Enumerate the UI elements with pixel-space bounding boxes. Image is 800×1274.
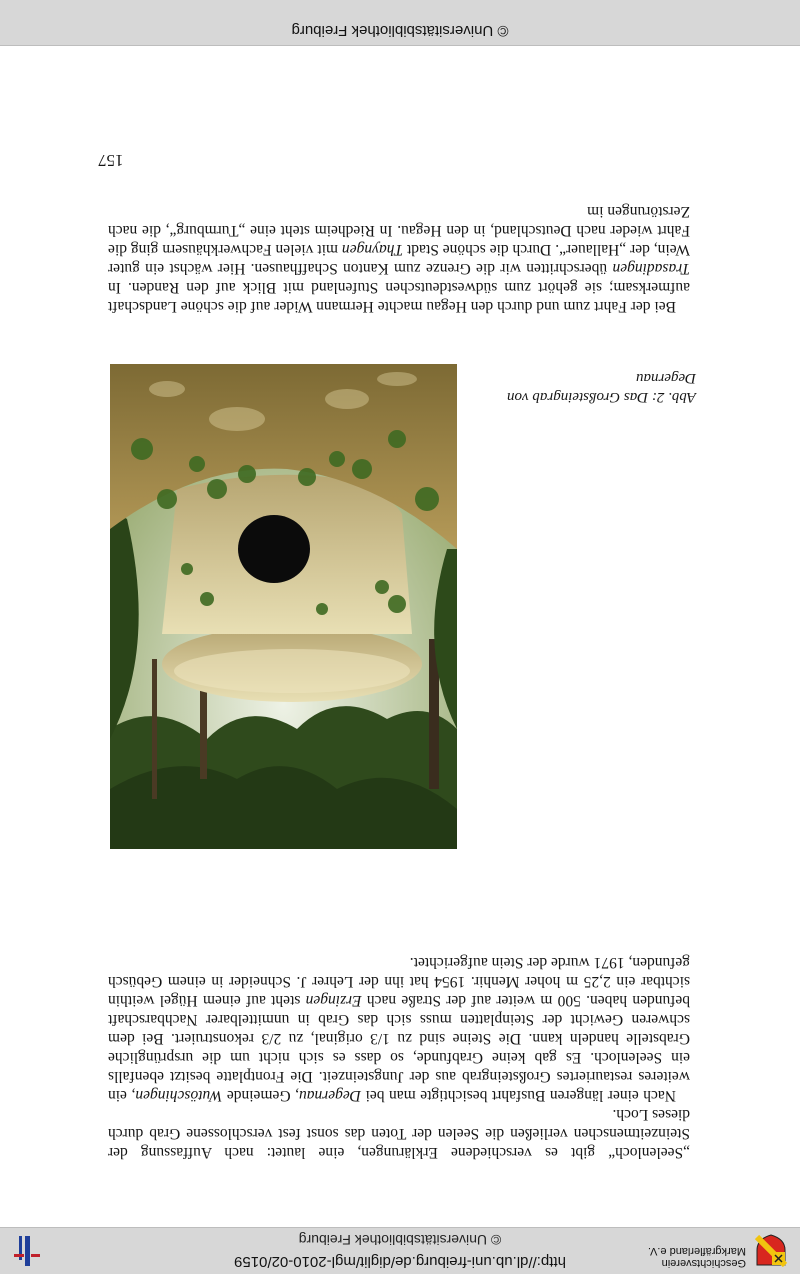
place-name: Thayngen xyxy=(341,241,404,258)
paragraph-seelenloch: „Seelenloch“ gibt es verschiedene Erklärungen, eine lautet: nach Auffassung der Steinzeitmenschen verließen die Seelen der Toten das sonst fest verschlossene Grab durch dieses Loch. xyxy=(108,1106,690,1161)
society-name xyxy=(648,1245,746,1269)
place-name: Trasadingen xyxy=(612,260,690,277)
footer-copyright: © Universitätsbibliothek Freiburg xyxy=(291,22,509,39)
caption-line: Abb. 2: Das Großsteingrab von xyxy=(506,389,696,405)
place-name: Erzingen xyxy=(305,992,362,1009)
photo-illustration xyxy=(110,364,457,849)
place-name: Degernau xyxy=(298,1087,361,1104)
text-run: , Gemeinde xyxy=(222,1087,299,1104)
coat-of-arms-icon xyxy=(754,1234,788,1268)
library-footer-bar xyxy=(0,0,800,46)
document-url[interactable]: http://dl.ub.uni-freiburg.de/diglit/mgl-2010-02/0159 xyxy=(234,1253,566,1270)
society-line: Geschichtsverein xyxy=(661,1257,746,1269)
text-run: Bei der Fahrt zum und durch den Hegau machte Hermann Wider auf die schöne Landschaft aufmerksam; sie gehört zum südwestdeutschen Stufenland mit Blick auf den Randen. In xyxy=(108,279,690,315)
paragraph-hegau xyxy=(108,202,690,316)
library-header-bar xyxy=(0,1227,800,1274)
megalithic-tomb-photo xyxy=(110,364,457,849)
text-run: überschritten wir die Grenze zum Kanton Schaffhausen. Hier wächst ein guter Wein, der „Hallauer“. Durch die schöne Stadt xyxy=(108,241,690,277)
paragraph-degernau xyxy=(108,953,690,1105)
caption-line: Degernau xyxy=(636,370,696,386)
place-name: Wutöschingen xyxy=(135,1087,223,1104)
text-run: Nach einer längeren Busfahrt besichtigte man bei xyxy=(360,1087,676,1104)
text-run: , ein weiteres restauriertes Großsteingrab aus der Jungsteinzeit. Die Frontplatte besitzt ebenfalls ein Seelenloch. Es gab keine Grabfunde, so dass es sich nicht um die ursprüngliche Grabstelle handeln kann. Die Steine sind zu 1/3 original, zu 2/3 rekonstruiert. Bei dem schweren Gewicht der Steinplatten muss sich das Grab in unmittelbarer Nachbarschaft befunden haben. 500 m weiter auf der Straße nach xyxy=(107,992,690,1104)
text-run: steht auf einem Hügel weithin sichtbar ein 2,25 m hoher Menhir. 1954 hat ihn der Lehrer J. Schneider in einem Gebüsch gefunden, 1971 wurde der Stein aufgerichtet. xyxy=(107,954,690,1009)
society-line: Markgräflerland e.V. xyxy=(647,1245,746,1257)
text-run: mit vielen Fachwerkhäusern ging die Fahrt wieder nach Deutschland, in den Hegau. In Riedheim steht eine „Turmburg“, die nach Zerstörungen im xyxy=(108,203,690,258)
page-number: 157 xyxy=(98,151,124,170)
copyright-notice: © Universitätsbibliothek Freiburg xyxy=(298,1232,502,1248)
